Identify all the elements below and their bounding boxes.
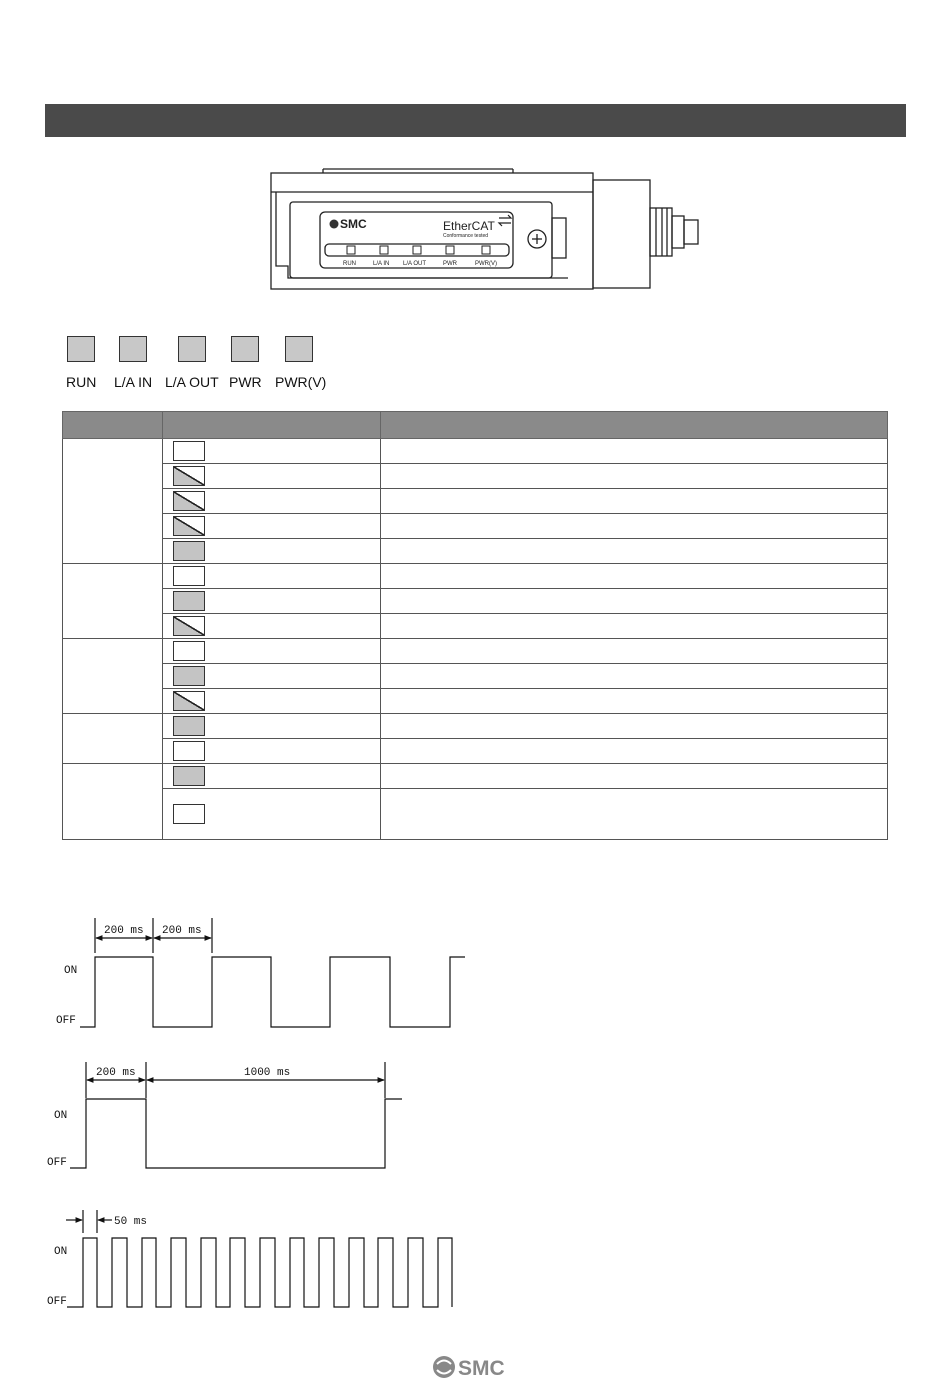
footer-brand-text: SMC	[458, 1357, 505, 1380]
state-cell	[163, 639, 381, 664]
description-cell	[381, 589, 888, 614]
description-cell	[381, 639, 888, 664]
description-cell	[381, 489, 888, 514]
device-led-label-la-in: L/A IN	[373, 261, 390, 267]
row-group-cell	[63, 639, 163, 714]
waveform-1	[80, 957, 465, 1027]
timing3-on-label: ON	[54, 1246, 68, 1258]
state-cell	[163, 514, 381, 539]
state-cell	[163, 589, 381, 614]
description-cell	[381, 764, 888, 789]
timing1-off-duration: 200 ms	[162, 925, 202, 937]
timing2-on-duration: 200 ms	[96, 1067, 136, 1079]
timing-diagram-3	[40, 1205, 480, 1315]
description-cell	[381, 789, 888, 840]
description-cell	[381, 514, 888, 539]
timing2-off-duration: 1000 ms	[244, 1067, 291, 1079]
table-row	[63, 589, 888, 614]
table-row	[63, 514, 888, 539]
timing1-on-duration: 200 ms	[104, 925, 144, 937]
row-group-cell	[63, 439, 163, 564]
conformance-text: Conformance tested	[443, 233, 489, 239]
table-row	[63, 789, 888, 840]
header-state	[163, 412, 381, 439]
led-state-on-swatch	[173, 541, 205, 561]
state-cell	[163, 739, 381, 764]
state-cell	[163, 439, 381, 464]
description-cell	[381, 689, 888, 714]
led-state-blink-swatch	[173, 491, 205, 511]
timing1-on-label: ON	[64, 965, 78, 977]
led-key-label-la-out: L/A OUT	[165, 374, 219, 390]
timing2-off-label: OFF	[47, 1157, 67, 1169]
state-cell	[163, 764, 381, 789]
state-cell	[163, 614, 381, 639]
led-state-blink-swatch	[173, 516, 205, 536]
led-key-label-la-in: L/A IN	[114, 374, 153, 390]
led-state-off-swatch	[173, 641, 205, 661]
description-cell	[381, 614, 888, 639]
ethercat-logo: EtherCAT	[443, 219, 495, 233]
table-row	[63, 639, 888, 664]
state-cell	[163, 789, 381, 840]
table-row	[63, 739, 888, 764]
table-row	[63, 614, 888, 639]
device-led-label-la-out: L/A OUT	[403, 261, 427, 267]
timing1-off-label: OFF	[56, 1015, 76, 1027]
led-key-label-pwr: PWR	[229, 374, 262, 390]
footer-smc-logo	[431, 1352, 521, 1382]
state-cell	[163, 714, 381, 739]
description-cell	[381, 439, 888, 464]
led-state-blink-swatch	[173, 466, 205, 486]
table-row	[63, 564, 888, 589]
description-cell	[381, 464, 888, 489]
timing3-off-label: OFF	[47, 1296, 67, 1308]
led-status-table	[62, 411, 888, 840]
description-cell	[381, 739, 888, 764]
led-indicator-la-in	[119, 336, 147, 362]
state-cell	[163, 689, 381, 714]
waveform-3	[67, 1238, 452, 1307]
led-indicator-la-out	[178, 336, 206, 362]
table-row	[63, 464, 888, 489]
device-brand-logo: SMC	[340, 217, 367, 231]
led-state-blink-swatch	[173, 616, 205, 636]
state-cell	[163, 539, 381, 564]
led-state-on-swatch	[173, 591, 205, 611]
led-state-off-swatch	[173, 441, 205, 461]
device-led-label-pwr-v: PWR(V)	[475, 261, 497, 267]
table-row	[63, 539, 888, 564]
section-header-bar	[45, 104, 906, 137]
waveform-2	[70, 1099, 402, 1168]
table-row	[63, 439, 888, 464]
led-indicator-pwr	[231, 336, 259, 362]
table-row	[63, 689, 888, 714]
timing3-period: 50 ms	[114, 1216, 148, 1228]
table-row	[63, 764, 888, 789]
led-state-blink-swatch	[173, 691, 205, 711]
device-led-label-pwr: PWR	[443, 261, 457, 267]
led-state-on-swatch	[173, 766, 205, 786]
row-group-cell	[63, 764, 163, 840]
header-led	[63, 412, 163, 439]
description-cell	[381, 539, 888, 564]
led-state-off-swatch	[173, 566, 205, 586]
state-cell	[163, 564, 381, 589]
timing2-on-label: ON	[54, 1110, 68, 1122]
led-state-on-swatch	[173, 666, 205, 686]
led-state-off-swatch	[173, 804, 205, 824]
table-row	[63, 714, 888, 739]
led-indicator-pwr-v	[285, 336, 313, 362]
state-cell	[163, 489, 381, 514]
table-row	[63, 664, 888, 689]
timing-diagram-1	[40, 915, 480, 1035]
row-group-cell	[63, 564, 163, 639]
table-header-row	[63, 412, 888, 439]
led-key-label-run: RUN	[66, 374, 97, 390]
timing-diagram-2	[40, 1058, 480, 1178]
description-cell	[381, 664, 888, 689]
description-cell	[381, 714, 888, 739]
led-indicator-run	[67, 336, 95, 362]
state-cell	[163, 464, 381, 489]
led-state-off-swatch	[173, 741, 205, 761]
led-key-label-pwr-v: PWR(V)	[275, 374, 327, 390]
device-led-label-run: RUN	[343, 261, 356, 267]
header-description	[381, 412, 888, 439]
description-cell	[381, 564, 888, 589]
row-group-cell	[63, 714, 163, 764]
state-cell	[163, 664, 381, 689]
led-state-on-swatch	[173, 716, 205, 736]
device-illustration	[268, 168, 708, 293]
table-row	[63, 489, 888, 514]
